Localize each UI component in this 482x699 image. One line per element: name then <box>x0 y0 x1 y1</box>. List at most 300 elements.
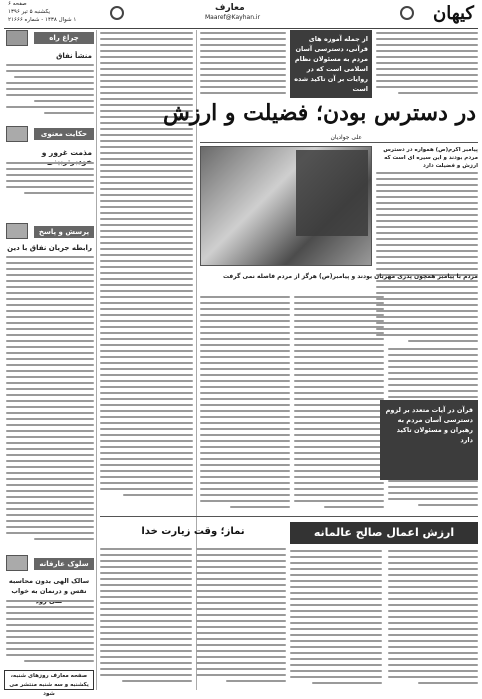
text-line <box>200 332 290 334</box>
text-line <box>200 338 290 340</box>
text-line <box>388 480 478 482</box>
text-line <box>290 568 382 570</box>
text-line <box>100 488 193 490</box>
text-line <box>226 680 286 682</box>
text-line <box>388 676 478 678</box>
text-line <box>100 596 192 598</box>
text-line <box>200 362 290 364</box>
text-line <box>6 514 94 516</box>
text-line <box>388 396 478 398</box>
text-line <box>376 256 478 258</box>
text-line <box>290 580 382 582</box>
text-line <box>6 64 94 66</box>
text-line <box>6 484 94 486</box>
text-line <box>376 44 478 46</box>
text-line <box>6 460 94 462</box>
text-line <box>388 634 478 636</box>
text-line <box>100 212 193 214</box>
text-line <box>6 490 94 492</box>
text-line <box>196 656 286 658</box>
text-line <box>376 250 478 252</box>
text-line <box>100 650 192 652</box>
text-line <box>24 192 94 194</box>
text-line <box>100 188 193 190</box>
text-line <box>196 620 286 622</box>
text-line <box>294 464 384 466</box>
text-line <box>100 338 193 340</box>
text-line <box>100 134 193 136</box>
text-line <box>294 410 384 412</box>
text-line <box>200 452 290 454</box>
sidebar <box>4 30 94 697</box>
text-line <box>196 572 286 574</box>
text-line <box>100 224 193 226</box>
text-line <box>6 180 94 182</box>
text-line <box>100 164 193 166</box>
text-line <box>294 374 384 376</box>
text-line <box>6 654 94 656</box>
text-line <box>100 260 193 262</box>
text-line <box>196 602 286 604</box>
text-line <box>294 398 384 400</box>
text-line <box>294 308 384 310</box>
text-line <box>294 350 384 352</box>
text-line <box>100 572 192 574</box>
text-line <box>100 176 193 178</box>
text-line <box>290 604 382 606</box>
text-line <box>388 598 478 600</box>
text-line <box>290 664 382 666</box>
lotus-icon <box>6 555 28 571</box>
text-line <box>200 410 290 412</box>
text-line <box>388 610 478 612</box>
text-line <box>376 268 478 270</box>
text-line <box>6 94 94 96</box>
text-line <box>100 554 192 556</box>
text-line <box>6 316 94 318</box>
text-line <box>200 386 290 388</box>
text-line <box>418 682 478 684</box>
text-line <box>100 320 193 322</box>
masthead <box>0 0 482 30</box>
text-line <box>100 284 193 286</box>
text-line <box>388 556 478 558</box>
text-line <box>200 398 290 400</box>
text-line <box>6 532 94 534</box>
text-line <box>100 140 193 142</box>
text-line <box>376 238 478 240</box>
text-line <box>294 320 384 322</box>
text-line <box>100 170 193 172</box>
text-line <box>100 458 193 460</box>
body-col <box>200 296 290 512</box>
text-line <box>376 226 478 228</box>
text-line <box>200 56 286 58</box>
lamp-icon <box>6 30 28 46</box>
text-line <box>200 500 290 502</box>
text-line <box>294 338 384 340</box>
text-line <box>100 296 193 298</box>
text-line <box>6 406 94 408</box>
text-line <box>388 378 478 380</box>
text-line <box>100 662 192 664</box>
text-line <box>376 232 478 234</box>
text-line <box>100 302 193 304</box>
text-line <box>200 80 286 82</box>
text-line <box>290 592 382 594</box>
text-line <box>100 158 193 160</box>
text-line <box>200 434 290 436</box>
text-line <box>34 100 94 102</box>
text-line <box>100 548 192 550</box>
masthead-rule <box>4 28 478 29</box>
text-line <box>6 70 94 72</box>
text-line <box>6 612 94 614</box>
text-line <box>200 464 290 466</box>
text-line <box>200 296 290 298</box>
text-line <box>294 314 384 316</box>
text-line <box>294 470 384 472</box>
text-line <box>200 44 286 46</box>
text-line <box>290 622 382 624</box>
text-line <box>294 392 384 394</box>
text-line <box>100 290 193 292</box>
text-line <box>100 182 193 184</box>
text-line <box>398 92 478 94</box>
issue-page: صفحه ۶ <box>8 1 27 7</box>
text-line <box>290 586 382 588</box>
text-line <box>100 644 192 646</box>
text-line <box>100 152 193 154</box>
text-line <box>123 494 193 496</box>
text-line <box>100 218 193 220</box>
text-line <box>100 404 193 406</box>
text-line <box>100 272 193 274</box>
text-line <box>6 388 94 390</box>
text-line <box>200 470 290 472</box>
text-line <box>388 622 478 624</box>
headline-rule <box>200 142 478 143</box>
text-line <box>100 590 192 592</box>
text-line <box>6 412 94 414</box>
section-title: معارف <box>215 3 245 13</box>
text-line <box>200 404 290 406</box>
text-line <box>290 562 382 564</box>
text-line <box>290 574 382 576</box>
text-line <box>196 614 286 616</box>
text-line <box>376 68 478 70</box>
text-line <box>100 608 192 610</box>
text-line <box>200 320 290 322</box>
text-line <box>388 384 478 386</box>
text-line <box>100 62 193 64</box>
text-line <box>376 178 478 180</box>
text-line <box>376 208 478 210</box>
text-line <box>6 322 94 324</box>
text-line <box>290 670 382 672</box>
text-line <box>388 550 478 552</box>
text-line <box>196 590 286 592</box>
text-line <box>6 430 94 432</box>
text-line <box>100 50 193 52</box>
text-line <box>6 496 94 498</box>
text-line <box>6 520 94 522</box>
pen-icon <box>6 126 28 142</box>
text-line <box>6 424 94 426</box>
text-line <box>196 668 286 670</box>
text-line <box>294 386 384 388</box>
section-email: Maaref@Kayhan.ir <box>205 14 261 21</box>
text-line <box>388 592 478 594</box>
text-line <box>290 676 382 678</box>
text-line <box>294 434 384 436</box>
text-line <box>6 346 94 348</box>
text-line <box>388 492 478 494</box>
text-line <box>376 292 478 294</box>
text-line <box>294 416 384 418</box>
text-line <box>200 416 290 418</box>
text-line <box>100 74 193 76</box>
text-line <box>6 400 94 402</box>
text-line <box>200 74 286 76</box>
text-line <box>196 554 286 556</box>
text-line <box>6 618 94 620</box>
text-line <box>294 446 384 448</box>
text-line <box>196 632 286 634</box>
text-line <box>200 50 286 52</box>
text-line <box>388 652 478 654</box>
text-line <box>6 648 94 650</box>
text-line <box>200 326 290 328</box>
question-icon <box>6 223 28 239</box>
top-summary-box: از جمله آموزه های قرآنی، دسترسی آسان مردم به مسئولان نظام اسلامی است که در روایات بر آن تاکید شده است <box>290 30 372 98</box>
main-headline: در دسترس بودن؛ فضیلت و ارزش <box>163 100 476 126</box>
text-line <box>44 112 94 114</box>
text-line <box>196 566 286 568</box>
text-line <box>376 86 478 88</box>
text-line <box>290 550 382 552</box>
text-line <box>100 314 193 316</box>
quote-box: قرآن در آیات متعدد بر لزوم دسترسی آسان مردم به رهبران و مسئولان تاکید دارد <box>380 400 478 480</box>
text-line <box>100 428 193 430</box>
seal-icon <box>400 6 414 20</box>
text-line <box>6 418 94 420</box>
text-line <box>200 350 290 352</box>
sidebar-label: چراغ راه <box>34 32 94 44</box>
section-rule <box>100 516 478 517</box>
text-line <box>6 370 94 372</box>
text-line <box>200 458 290 460</box>
text-line <box>100 368 193 370</box>
text-line <box>196 650 286 652</box>
text-line <box>122 680 192 682</box>
bottom-article-right-title: ارزش اعمال صالح عالمانه <box>290 522 478 544</box>
text-line <box>100 344 193 346</box>
text-line <box>200 32 286 34</box>
text-line <box>100 638 192 640</box>
column-divider <box>96 30 97 690</box>
text-line <box>6 304 94 306</box>
text-line <box>100 44 193 46</box>
text-line <box>388 646 478 648</box>
text-line <box>294 344 384 346</box>
text-line <box>200 494 290 496</box>
text-line <box>100 434 193 436</box>
text-line <box>6 352 94 354</box>
text-line <box>100 194 193 196</box>
text-line <box>200 38 286 40</box>
text-line <box>388 354 478 356</box>
text-line <box>100 374 193 376</box>
text-line <box>100 56 193 58</box>
text-line <box>6 526 94 528</box>
text-line <box>376 62 478 64</box>
text-line <box>200 368 290 370</box>
text-line <box>376 56 478 58</box>
text-line <box>100 440 193 442</box>
text-line <box>6 478 94 480</box>
text-line <box>100 146 193 148</box>
sidebar-heading: منشأ نفاق <box>56 52 92 60</box>
text-line <box>200 92 286 94</box>
text-line <box>200 356 290 358</box>
text-line <box>100 206 193 208</box>
sidebar-label: پرسش و پاسخ <box>34 226 94 238</box>
text-line <box>388 574 478 576</box>
text-line <box>100 266 193 268</box>
text-line <box>376 172 478 174</box>
text-line <box>6 636 94 638</box>
text-line <box>290 646 382 648</box>
photo-caption-box <box>296 150 368 236</box>
text-line <box>196 548 286 550</box>
text-line <box>6 606 94 608</box>
text-line <box>6 310 94 312</box>
bottom-article-left-title: نماز؛ وقت زیارت خدا <box>141 526 245 537</box>
text-line <box>196 626 286 628</box>
text-line <box>100 278 193 280</box>
text-line <box>388 580 478 582</box>
text-line <box>196 578 286 580</box>
text-line <box>418 504 478 506</box>
text-line <box>100 470 193 472</box>
text-line <box>388 498 478 500</box>
text-line <box>388 568 478 570</box>
text-line <box>6 502 94 504</box>
text-line <box>100 242 193 244</box>
text-line <box>290 556 382 558</box>
text-line <box>6 286 94 288</box>
text-line <box>388 372 478 374</box>
text-line <box>290 628 382 630</box>
text-line <box>376 214 478 216</box>
text-line <box>100 92 193 94</box>
bottom-article-left-body <box>100 548 286 688</box>
text-line <box>294 440 384 442</box>
text-line <box>6 334 94 336</box>
text-line <box>376 262 478 264</box>
text-line <box>6 328 94 330</box>
text-line <box>6 174 94 176</box>
text-line <box>6 82 94 84</box>
text-line <box>34 538 94 540</box>
text-line <box>100 482 193 484</box>
text-line <box>6 508 94 510</box>
text-line <box>6 340 94 342</box>
text-line <box>290 634 382 636</box>
text-line <box>294 404 384 406</box>
text-line <box>100 68 193 70</box>
text-line <box>294 494 384 496</box>
text-line <box>200 344 290 346</box>
text-line <box>294 452 384 454</box>
text-line <box>100 620 192 622</box>
text-line <box>290 598 382 600</box>
text-line <box>24 660 94 662</box>
text-line <box>100 614 192 616</box>
sidebar-heading: سالک الهی بدون محاسبه نفس و درنمان به خواب <box>8 577 90 595</box>
text-line <box>388 640 478 642</box>
text-line <box>200 308 290 310</box>
sidebar-label: سلوک عارفانه <box>34 558 94 570</box>
text-line <box>196 662 286 664</box>
text-line <box>388 586 478 588</box>
text-line <box>196 596 286 598</box>
text-line <box>100 80 193 82</box>
text-line <box>388 562 478 564</box>
text-line <box>100 422 193 424</box>
text-line <box>100 452 193 454</box>
text-line <box>100 386 193 388</box>
text-line <box>100 128 193 130</box>
text-line <box>6 292 94 294</box>
text-line <box>200 380 290 382</box>
text-line <box>388 664 478 666</box>
text-line <box>100 236 193 238</box>
text-line <box>376 50 478 52</box>
text-line <box>388 616 478 618</box>
text-line <box>100 350 193 352</box>
text-line <box>100 308 193 310</box>
text-line <box>100 398 193 400</box>
text-line <box>376 80 478 82</box>
text-line <box>6 274 94 276</box>
text-line <box>100 632 192 634</box>
text-line <box>196 608 286 610</box>
text-line <box>294 356 384 358</box>
text-line <box>14 76 94 78</box>
text-line <box>388 366 478 368</box>
text-line <box>100 446 193 448</box>
text-line <box>294 482 384 484</box>
text-line <box>100 230 193 232</box>
text-line <box>100 410 193 412</box>
text-line <box>294 476 384 478</box>
text-line <box>230 506 290 508</box>
text-line <box>100 332 193 334</box>
text-line <box>200 314 290 316</box>
text-line <box>324 506 384 508</box>
text-line <box>200 68 286 70</box>
text-line <box>196 638 286 640</box>
text-line <box>100 578 192 580</box>
text-line <box>376 196 478 198</box>
text-line <box>100 362 193 364</box>
text-line <box>100 560 192 562</box>
seal-icon-left <box>110 6 124 20</box>
issue-number: ۱ شوال ۱۴۳۸ - شماره ۲۱۶۶۶ <box>8 17 77 23</box>
text-line <box>100 668 192 670</box>
